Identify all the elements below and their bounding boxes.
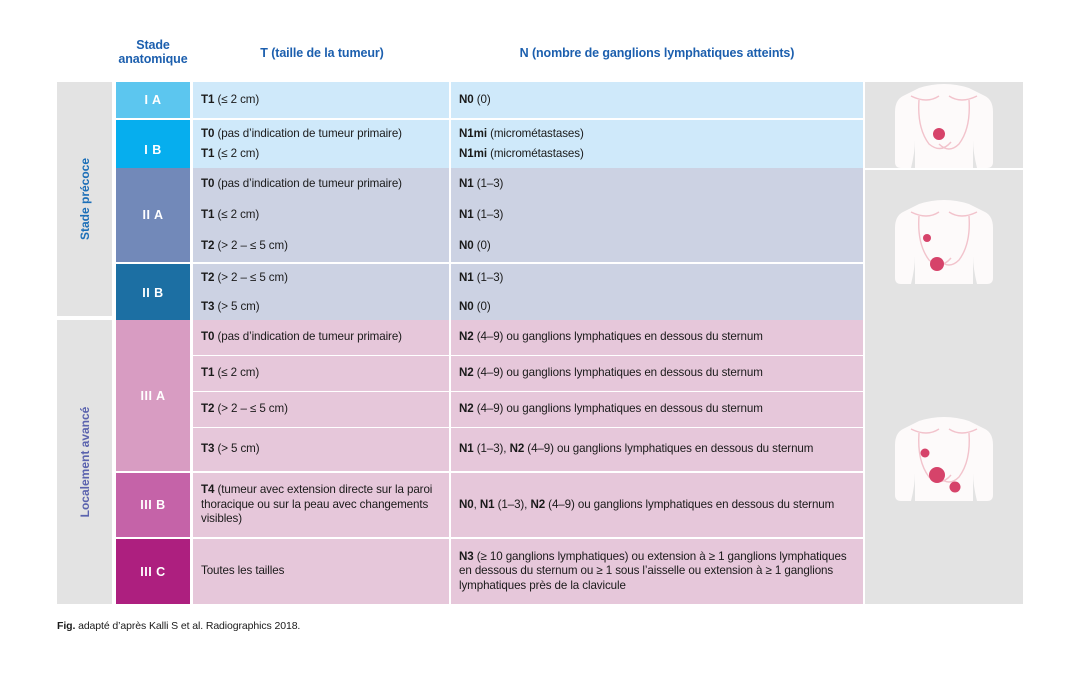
cell-text: T0 (pas d’indication de tumeur primaire) — [201, 126, 402, 140]
cell-nodes — [451, 320, 863, 355]
torso-locally-advanced-panel — [865, 322, 1023, 604]
cell-tumor-size — [193, 140, 449, 168]
stage-chip-iia[interactable]: II A — [116, 168, 190, 262]
torso-early-stage-i — [865, 82, 1023, 178]
stage-chip-ib[interactable]: I B — [116, 120, 190, 180]
cell-tumor-size — [193, 356, 449, 391]
cell-text: N1mi (micrométastases) — [459, 126, 584, 140]
group-label-localement-avance — [57, 320, 112, 604]
cell-text: T2 (> 2 – ≤ 5 cm) — [201, 238, 288, 252]
cell-text: T1 (≤ 2 cm) — [201, 92, 260, 106]
cell-text: T1 (≤ 2 cm) — [201, 207, 260, 221]
cell-text: N1 (1–3) — [459, 176, 504, 190]
caption-text: adapté d’après Kalli S et al. Radiographics 2018. — [75, 620, 301, 632]
cell-text: N2 (4–9) ou ganglions lymphatiques en dessous du sternum — [459, 366, 763, 380]
cell-tumor-size — [193, 230, 449, 262]
header-stage-line2: anatomique — [118, 52, 188, 66]
cell-text: N1 (1–3) — [459, 207, 504, 221]
stage-chip-iib[interactable]: II B — [116, 264, 190, 322]
cell-nodes — [451, 392, 863, 427]
stage-chip-ia[interactable]: I A — [116, 82, 190, 118]
cell-nodes — [451, 230, 863, 262]
cell-text: N0 (0) — [459, 92, 491, 106]
stage-chip-iiic[interactable]: III C — [116, 539, 190, 604]
cell-text: N0 (0) — [459, 238, 491, 252]
cell-text: T0 (pas d’indication de tumeur primaire) — [201, 330, 402, 344]
cell-nodes — [451, 356, 863, 391]
cell-text: N3 (≥ 10 ganglions lymphatiques) ou extension à ≥ 1 ganglions lymphatiques en dessous du sternum ou ≥ 1 sous l’aisselle ou extension à ≥ 1 ganglions lymphatiques près de la clavicule — [459, 549, 847, 592]
cell-text: T3 (> 5 cm) — [201, 300, 260, 314]
cell-tumor-size — [193, 473, 449, 537]
cell-nodes — [451, 428, 863, 471]
header-t-column: T (taille de la tumeur) — [260, 46, 384, 60]
cell-text: T1 (≤ 2 cm) — [201, 366, 260, 380]
cell-text: N2 (4–9) ou ganglions lymphatiques en dessous du sternum — [459, 330, 763, 344]
cell-tumor-size — [193, 428, 449, 471]
torso-early-stage-ii-panel — [865, 170, 1023, 322]
group-label-text: Localement avancé — [77, 406, 92, 518]
cell-text: N0 (0) — [459, 300, 491, 314]
header-n-column: N (nombre de ganglions lymphatiques atteints) — [519, 46, 795, 60]
figure-caption — [57, 620, 300, 632]
cell-nodes — [451, 168, 863, 200]
cell-text: Toutes les tailles — [201, 564, 285, 578]
cell-tumor-size — [193, 82, 449, 118]
cell-text: T0 (pas d’indication de tumeur primaire) — [201, 176, 402, 190]
cell-nodes — [451, 293, 863, 322]
torso-early-stage-i-panel — [865, 82, 1023, 168]
header-stage-line1: Stade — [136, 38, 170, 52]
cell-nodes — [451, 264, 863, 293]
cell-tumor-size — [193, 539, 449, 604]
stage-chip-iiib[interactable]: III B — [116, 473, 190, 537]
cell-text: N0, N1 (1–3), N2 (4–9) ou ganglions lymphatiques en dessous du sternum — [459, 497, 835, 511]
cell-text: N1mi (micrométastases) — [459, 146, 584, 160]
cell-tumor-size — [193, 320, 449, 355]
cell-nodes — [451, 473, 863, 537]
cell-nodes — [451, 82, 863, 118]
cell-tumor-size — [193, 392, 449, 427]
cell-text: T2 (> 2 – ≤ 5 cm) — [201, 271, 288, 285]
stage-chip-iiia[interactable]: III A — [116, 320, 190, 471]
cell-text: T1 (≤ 2 cm) — [201, 146, 260, 160]
cell-tumor-size — [193, 293, 449, 322]
torso-early-stage-ii — [865, 198, 1023, 294]
caption-label: Fig. — [57, 620, 76, 632]
cell-tumor-size — [193, 200, 449, 230]
cell-text: N1 (1–3) — [459, 271, 504, 285]
cell-text: T2 (> 2 – ≤ 5 cm) — [201, 402, 288, 416]
cell-tumor-size — [193, 264, 449, 293]
cell-nodes — [451, 200, 863, 230]
cell-text: N2 (4–9) ou ganglions lymphatiques en dessous du sternum — [459, 402, 763, 416]
cell-nodes — [451, 539, 863, 604]
group-label-stade-precoce — [57, 82, 112, 316]
cell-text: T4 (tumeur avec extension directe sur la paroi thoracique ou sur la peau avec changements visibles) — [201, 483, 433, 526]
cell-nodes — [451, 140, 863, 168]
cell-text: T3 (> 5 cm) — [201, 442, 260, 456]
cell-text: N1 (1–3), N2 (4–9) ou ganglions lymphatiques en dessous du sternum — [459, 442, 814, 456]
torso-locally-advanced — [865, 415, 1023, 511]
cell-tumor-size — [193, 168, 449, 200]
group-label-text: Stade précoce — [77, 157, 92, 241]
